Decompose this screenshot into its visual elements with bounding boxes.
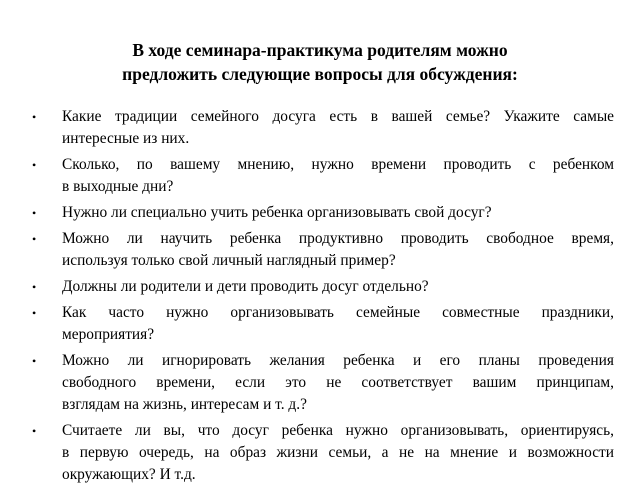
bullet-icon: • <box>32 110 37 124</box>
question-line: Нужно ли специально учить ребенка организовывать свой досуг? <box>62 204 492 221</box>
question-item <box>28 276 614 298</box>
slide-title <box>40 38 600 86</box>
question-item <box>28 202 614 224</box>
question-text <box>62 350 614 416</box>
question-text <box>62 154 614 198</box>
question-item <box>28 154 614 198</box>
bullet-icon: • <box>32 354 37 368</box>
question-line: взглядам на жизнь, интересам и т. д.? <box>62 396 307 413</box>
question-item <box>28 302 614 346</box>
question-item <box>28 350 614 416</box>
question-text <box>62 106 614 150</box>
question-line: используя только свой личный наглядный пример? <box>62 252 396 269</box>
bullet-icon: • <box>32 206 37 220</box>
question-line: интересные из них. <box>62 130 190 147</box>
question-line: Считаете ли вы, что досуг ребенка нужно организовывать, ориентируясь, <box>62 422 614 439</box>
question-line: в первую очередь, на образ жизни семьи, а не на мнение и возможности <box>62 444 614 461</box>
bullet-icon: • <box>32 158 37 172</box>
question-line: Можно ли научить ребенка продуктивно проводить свободное время, <box>62 230 614 247</box>
questions-list <box>28 106 614 490</box>
question-line: Можно ли игнорировать желания ребенка и его планы проведения <box>62 352 614 369</box>
bullet-icon: • <box>32 424 37 438</box>
question-line: Как часто нужно организовывать семейные совместные праздники, <box>62 304 614 321</box>
question-line: Должны ли родители и дети проводить досуг отдельно? <box>62 278 429 295</box>
question-line: в выходные дни? <box>62 178 174 195</box>
question-line: свободного времени, если это не соответствует вашим принципам, <box>62 374 614 391</box>
question-line: мероприятия? <box>62 326 155 343</box>
title-line-1: В ходе семинара-практикума родителям можно <box>132 40 508 60</box>
question-text <box>62 276 614 298</box>
question-line: Сколько, по вашему мнению, нужно времени проводить с ребенком <box>62 156 614 173</box>
question-text <box>62 202 614 224</box>
title-line-2: предложить следующие вопросы для обсуждения: <box>122 64 518 84</box>
question-line: Какие традиции семейного досуга есть в вашей семье? Укажите самые <box>62 108 614 125</box>
question-item <box>28 420 614 486</box>
question-text <box>62 228 614 272</box>
bullet-icon: • <box>32 280 37 294</box>
question-item <box>28 106 614 150</box>
question-text <box>62 420 614 486</box>
question-text <box>62 302 614 346</box>
question-line: окружающих? И т.д. <box>62 466 196 483</box>
bullet-icon: • <box>32 232 37 246</box>
bullet-icon: • <box>32 306 37 320</box>
question-item <box>28 228 614 272</box>
